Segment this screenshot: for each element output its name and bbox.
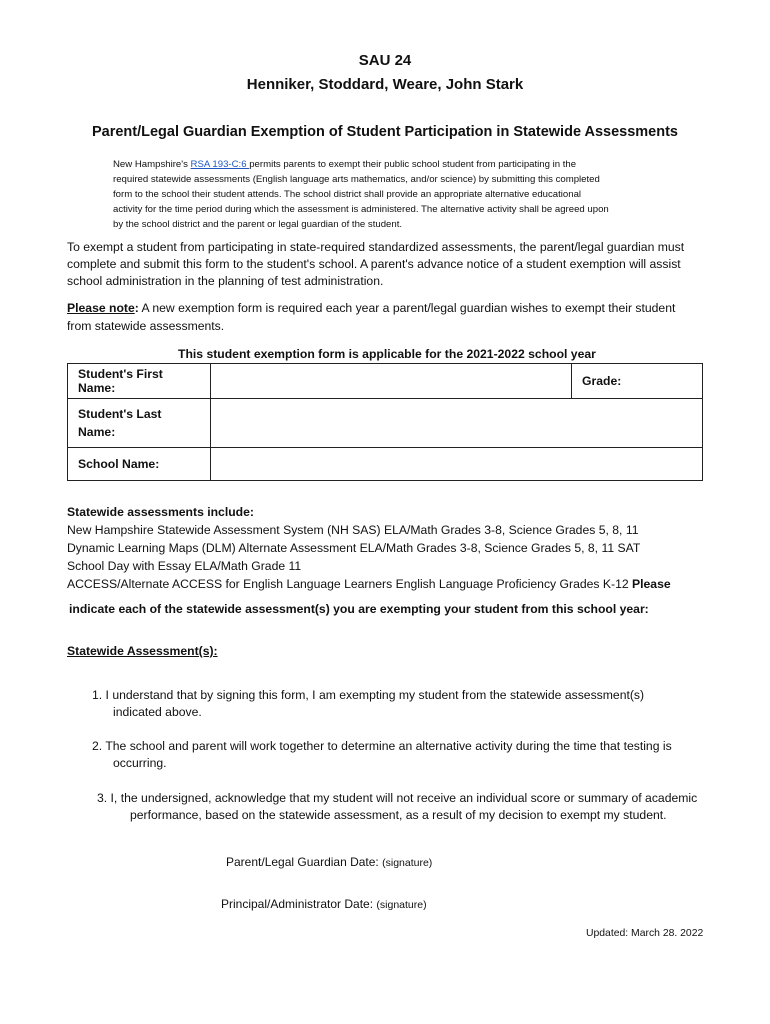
instructions [67, 239, 727, 290]
first-name-field[interactable] [211, 364, 572, 399]
updated-date: Updated: March 28. 2022 [586, 928, 704, 939]
statewide-heading: Statewide Assessment(s): [67, 644, 218, 658]
statement-1-line-2: indicated above. [113, 705, 202, 719]
rsa-intro-line-4: activity for the time period during which the assessment is administered. The alternative activity shall be agreed upon [113, 204, 609, 215]
statement-2-line-1: 2. The school and parent will work together to determine an alternative activity during the time that testing is [92, 739, 672, 753]
assessments-line-3: School Day with Essay ELA/Math Grade 11 [67, 559, 302, 573]
parent-signature-line[interactable] [226, 855, 432, 869]
form-caption: This student exemption form is applicable for the 2021-2022 school year [178, 347, 596, 361]
note-text: A new exemption form is required each year a parent/legal guardian wishes to exempt their student [138, 301, 676, 315]
assessments-instruction: indicate each of the statewide assessment(s) you are exempting your student from this school year: [69, 602, 649, 616]
grade-cell[interactable] [572, 364, 703, 399]
rsa-intro-text: New Hampshire's [113, 159, 191, 170]
statement-1-line-1: 1. I understand that by signing this form, I am exempting my student from the statewide assessment(s) [92, 688, 645, 702]
school-name-field[interactable] [211, 448, 703, 481]
principal-signature-label: Principal/Administrator Date: [221, 897, 374, 911]
principal-signature-line[interactable] [221, 897, 427, 911]
rsa-intro-line-2: required statewide assessments (English language arts mathematics, and/or science) by submitting this completed [113, 174, 600, 185]
assessments-section [67, 503, 707, 593]
rsa-intro-line-5: by the school district and the parent or legal guardian of the student. [113, 219, 403, 230]
statement-2 [92, 738, 672, 772]
statement-2-line-2: occurring. [113, 756, 167, 770]
assessments-line-2: Dynamic Learning Maps (DLM) Alternate Assessment ELA/Math Grades 3-8, Science Grades 5, 8, 11 SAT [67, 541, 641, 555]
header-line-1: SAU 24 [358, 52, 412, 69]
last-name-field[interactable] [211, 399, 703, 448]
rsa-intro [113, 157, 673, 232]
page-title: Parent/Legal Guardian Exemption of Student Participation in Statewide Assessments [91, 124, 679, 140]
instructions-line-1: To exempt a student from participating in state-required standardized assessments, the parent/legal guardian must [67, 240, 685, 254]
note-label: Please note [67, 301, 135, 315]
assessments-please: Please [632, 577, 671, 591]
note-line-2: from statewide assessments. [67, 319, 225, 333]
rsa-link[interactable]: RSA 193-C:6 [190, 159, 250, 170]
principal-signature-hint: (signature) [376, 899, 427, 911]
rsa-intro-line-3: form to the school their student attends. The school district shall provide an appropriate alternative educational [113, 189, 582, 200]
grade-label: Grade: [582, 374, 622, 388]
statement-3-line-1: 3. I, the undersigned, acknowledge that my student will not receive an individual score or summary of academic [97, 791, 698, 805]
assessments-line-4: ACCESS/Alternate ACCESS for English Language Learners English Language Proficiency Grades K-12 [67, 577, 633, 591]
statement-3-line-2: performance, based on the statewide assessment, as a result of my decision to exempt my student. [130, 808, 667, 822]
header-line-2: Henniker, Stoddard, Weare, John Stark [246, 76, 524, 93]
please-note [67, 299, 727, 335]
first-name-label: Student's First Name: [68, 364, 211, 399]
rsa-intro-text-cont: permits parents to exempt their public school student from participating in the [249, 159, 577, 170]
instructions-line-2: complete and submit this form to the student's school. A parent's advance notice of a student exemption will assist [67, 257, 681, 271]
assessments-heading: Statewide assessments include: [67, 505, 254, 519]
last-name-label-1: Student's Last [78, 407, 162, 421]
parent-signature-label: Parent/Legal Guardian Date: [226, 855, 379, 869]
last-name-label [68, 399, 211, 448]
school-name-label: School Name: [68, 448, 211, 481]
note-colon: : [134, 301, 139, 315]
parent-signature-hint: (signature) [382, 857, 433, 869]
statement-3 [97, 790, 697, 824]
last-name-label-2: Name: [78, 425, 116, 439]
assessments-line-1: New Hampshire Statewide Assessment System (NH SAS) ELA/Math Grades 3-8, Science Grades 5, 8, 11 [67, 523, 639, 537]
student-info-table [67, 363, 703, 481]
statement-1 [92, 687, 644, 721]
instructions-line-3: school administration in the planning of test administration. [67, 274, 384, 288]
